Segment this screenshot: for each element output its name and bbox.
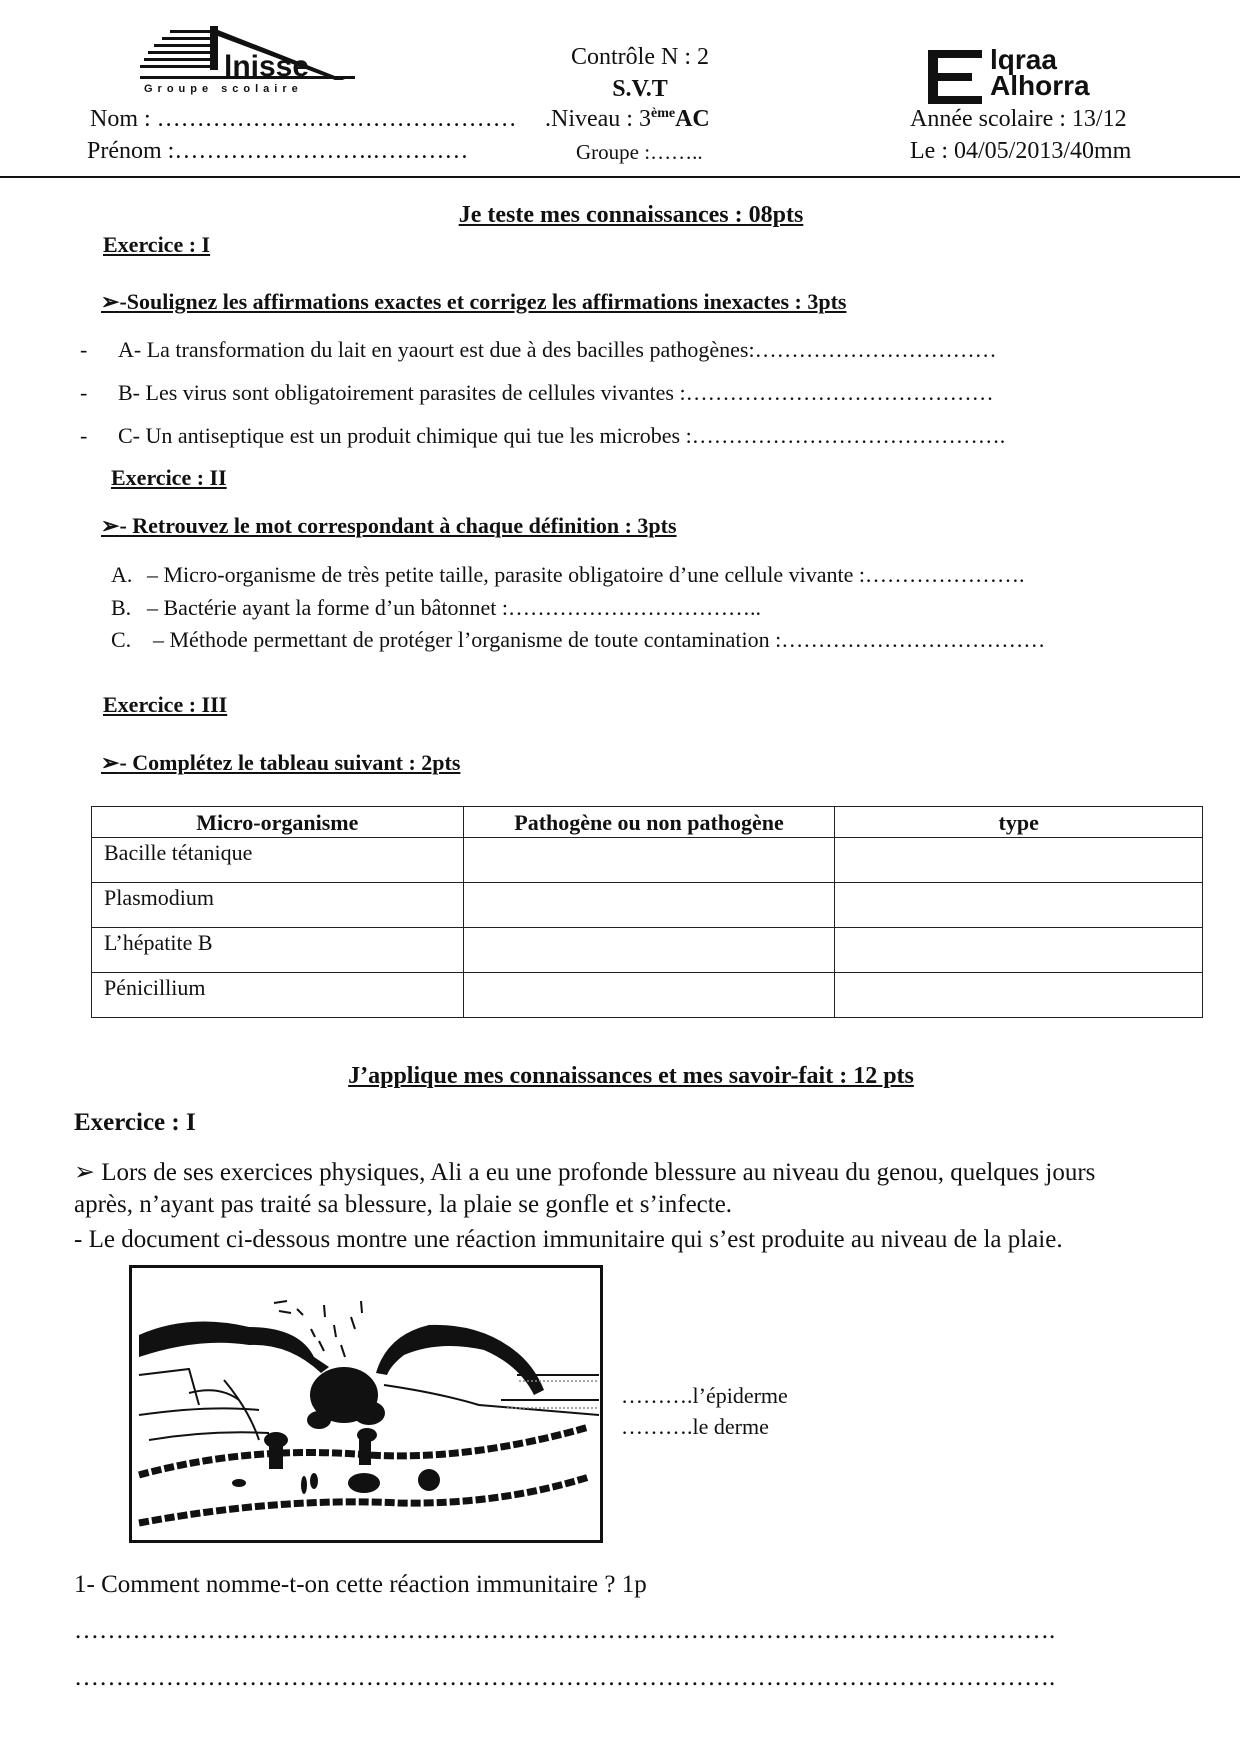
exam-title: Contrôle N : 2 — [571, 44, 709, 70]
part1-ex2-instruction: ➢- Retrouvez le mot correspondant à chaque définition : 3pts — [101, 513, 677, 538]
table-answer-cell[interactable] — [835, 883, 1203, 928]
part1-title: Je teste mes connaissances : 08pts — [458, 202, 804, 228]
list-item: - — [80, 380, 88, 405]
figure-label-dermis: ……….le derme — [621, 1414, 769, 1439]
part1-ex2-label: Exercice : II — [111, 465, 227, 490]
question-1: 1- Comment nomme-t-on cette réaction immunitaire ? 1p — [74, 1571, 647, 1598]
scenario-text: après, n’ayant pas traité sa blessure, la plaie se gonfle et s’infecte. — [74, 1191, 733, 1218]
list-item: A- La transformation du lait en yaourt est due à des bacilles pathogènes:…………………………… — [118, 337, 997, 362]
group: Groupe :…….. — [576, 140, 703, 164]
part2-title: J’applique mes connaissances et mes savoir-fait : 12 pts — [348, 1063, 914, 1089]
list-item: B. — [111, 595, 132, 620]
table-cell: Plasmodium — [92, 883, 464, 928]
exam-date: Le : 04/05/2013/40mm — [910, 138, 1132, 164]
table-answer-cell[interactable] — [463, 883, 835, 928]
answer-line[interactable]: ………………………………………………………………………………………………………. — [74, 1617, 1056, 1644]
header-divider — [0, 176, 1240, 178]
table-answer-cell[interactable] — [463, 928, 835, 973]
list-item: A. — [111, 562, 133, 587]
list-item: C- Un antiseptique est un produit chimique qui tue les microbes :……………………………………. — [118, 423, 1006, 448]
table-header-cell: Pathogène ou non pathogène — [463, 807, 835, 838]
table-cell: Bacille tétanique — [92, 838, 464, 883]
table-header-row — [92, 807, 1203, 838]
svg-text:lnisse: lnisse — [224, 50, 310, 83]
part1-ex1-label: Exercice : I — [103, 232, 211, 257]
list-item: C. — [111, 627, 132, 652]
school-year: Année scolaire : 13/12 — [910, 106, 1127, 132]
list-item: – Bactérie ayant la forme d’un bâtonnet :…………………………….. — [147, 595, 762, 620]
table-cell: L’hépatite B — [92, 928, 464, 973]
name-field: Nom : ……………………………………… — [90, 106, 517, 132]
scenario-text: - Le document ci-dessous montre une réaction immunitaire qui s’est produite au niveau de la plaie. — [74, 1226, 1063, 1253]
table-answer-cell[interactable] — [835, 928, 1203, 973]
table-answer-cell[interactable] — [463, 973, 835, 1018]
table-header-cell: type — [835, 807, 1203, 838]
figure-label-epidermis: ……….l’épiderme — [621, 1383, 788, 1408]
firstname-field: Prénom :…………………….………… — [87, 138, 469, 164]
part1-ex3-label: Exercice : III — [103, 692, 228, 717]
school-logo-right: lqraa Alhorra — [928, 50, 1128, 106]
table-cell: Pénicillium — [92, 973, 464, 1018]
part2-ex1-label: Exercice : I — [74, 1109, 196, 1136]
table-header-cell: Micro-organisme — [92, 807, 464, 838]
list-item: - — [80, 337, 88, 362]
scenario-text: ➢ Lors de ses exercices physiques, Ali a eu une profonde blessure au niveau du genou, quelques jours — [74, 1159, 1096, 1186]
answer-line[interactable]: ………………………………………………………………………………………………………. — [74, 1664, 1056, 1691]
table-answer-cell[interactable] — [835, 838, 1203, 883]
table-row — [92, 973, 1203, 1018]
list-item: – Micro-organisme de très petite taille, parasite obligatoire d’une cellule vivante :…………………. — [147, 562, 1025, 587]
svg-text:Groupe scolaire: Groupe scolaire — [144, 83, 303, 95]
immune-reaction-figure — [129, 1265, 603, 1543]
part1-ex3-instruction: ➢- Complétez le tableau suivant : 2pts — [101, 750, 461, 775]
list-item: - — [80, 423, 88, 448]
table-row — [92, 838, 1203, 883]
list-item: – Méthode permettant de protéger l’organisme de toute contamination :……………………………… — [153, 627, 1046, 652]
table-answer-cell[interactable] — [463, 838, 835, 883]
table-answer-cell[interactable] — [835, 973, 1203, 1018]
subject: S.V.T — [612, 76, 668, 102]
table-row — [92, 883, 1203, 928]
part1-ex1-instruction: ➢-Soulignez les affirmations exactes et corrigez les affirmations inexactes : 3pts — [101, 289, 847, 314]
list-item: B- Les virus sont obligatoirement parasites de cellules vivantes :…………………………………… — [118, 380, 994, 405]
table-row — [92, 928, 1203, 973]
microorganism-table — [91, 806, 1203, 1018]
level: .Niveau : 3èmeAC — [545, 106, 710, 132]
